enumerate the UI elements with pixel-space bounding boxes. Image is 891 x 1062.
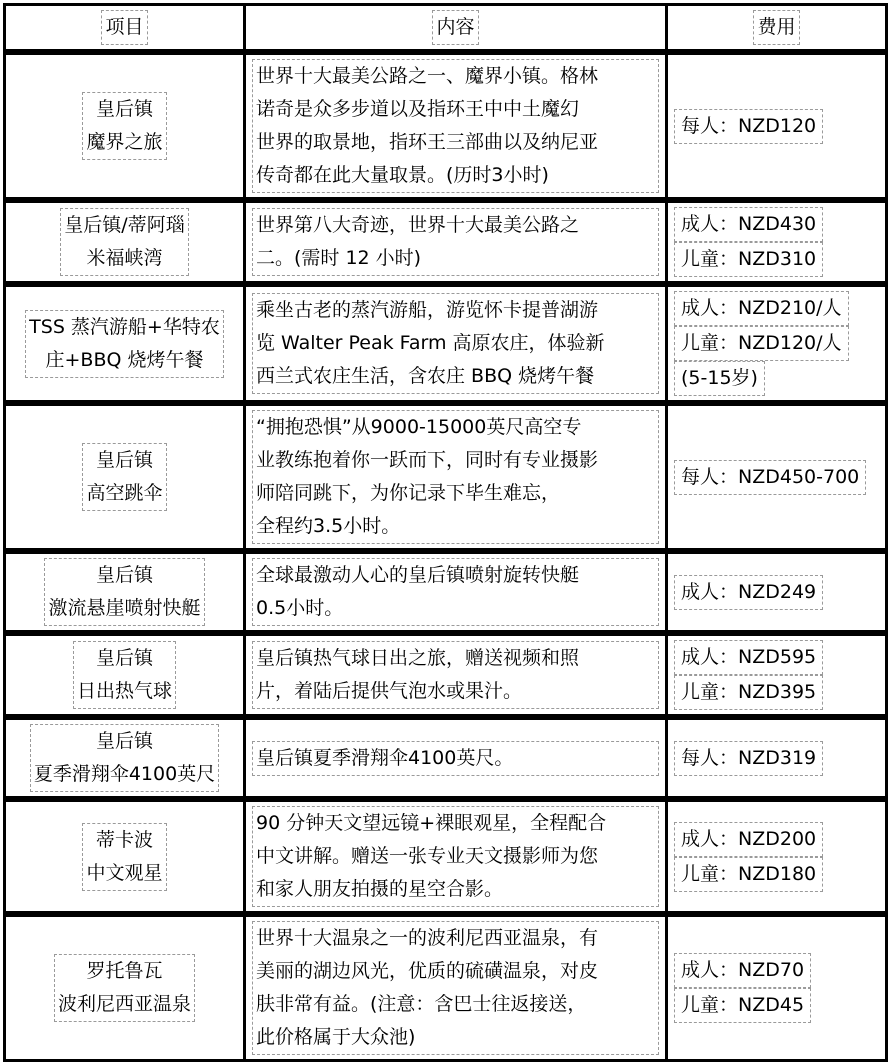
content-line: “拥抱恐惧”从9000-15000英尺高空专: [256, 416, 582, 438]
content-line: 世界第八大奇迹，世界十大最美公路之: [256, 214, 580, 236]
item-line: 皇后镇: [95, 449, 153, 471]
table-row: [6, 284, 885, 403]
item-line: 罗托鲁瓦: [86, 960, 163, 982]
table-body: [6, 52, 885, 1059]
item-line: 皇后镇/蒂阿瑙: [64, 214, 185, 236]
content-cell: [246, 403, 668, 551]
content-line: 世界十大最美公路之一、魔界小镇。格林: [256, 65, 599, 87]
table-row: [6, 200, 885, 284]
table-row: [6, 551, 885, 633]
fee-line: 成人：NZD70: [674, 953, 811, 988]
header-content: 内容: [246, 6, 668, 52]
item-line: 日出热气球: [76, 680, 172, 702]
content-line: 皇后镇夏季滑翔伞4100英尺。: [256, 746, 514, 769]
item-name: [60, 208, 188, 276]
fee-line: (5-15岁): [674, 361, 765, 396]
fee-line: 儿童：NZD120/人: [674, 326, 849, 361]
content-line: 和家人朋友拍摄的星空合影。: [256, 878, 504, 900]
content-text: [252, 208, 659, 276]
fee-line: 儿童：NZD45: [674, 988, 811, 1023]
content-line: 二。(需时 12 小时): [256, 247, 422, 269]
item-line: 中文观星: [86, 861, 163, 884]
item-line: 波利尼西亚温泉: [57, 993, 191, 1015]
item-cell: [6, 403, 246, 551]
content-line: 览 Walter Peak Farm 高原农庄，体验新: [256, 332, 605, 354]
table-row: [6, 717, 885, 799]
content-cell: [246, 717, 668, 799]
fee-cell: [668, 799, 885, 914]
fee-line: 儿童：NZD310: [674, 242, 823, 277]
fee-cell: [668, 551, 885, 633]
content-cell: [246, 200, 668, 284]
item-line: TSS 蒸汽游船+华特农: [29, 315, 220, 338]
item-cell: [6, 200, 246, 284]
fee-cell: [668, 403, 885, 551]
content-cell: [246, 284, 668, 403]
content-line: 全球最激动人心的皇后镇喷射旋转快艇: [256, 564, 580, 586]
item-line: 皇后镇: [95, 564, 153, 586]
content-text: [252, 641, 659, 709]
content-cell: [246, 914, 668, 1059]
table-row: [6, 403, 885, 551]
fee-line: 每人：NZD450-700: [674, 460, 866, 495]
content-cell: [246, 633, 668, 717]
header-row: [6, 6, 885, 52]
item-line: 高空跳伞: [86, 482, 163, 504]
content-line: 0.5小时。: [256, 597, 344, 619]
header-item: 项目: [6, 6, 246, 52]
content-line: 全程约3.5小时。: [256, 515, 401, 537]
content-text: [252, 410, 659, 544]
fee-line: 成人：NZD210/人: [674, 291, 849, 326]
item-cell: [6, 799, 246, 914]
table-row: [6, 914, 885, 1059]
content-cell: [246, 799, 668, 914]
item-name: [82, 92, 166, 160]
fee-cell: [668, 633, 885, 717]
item-cell: [6, 914, 246, 1059]
item-name: [25, 310, 224, 378]
content-line: 肤非常有益。(注意：含巴士往返接送，: [256, 993, 587, 1015]
content-line: 西兰式农庄生活，含农庄 BBQ 烧烤午餐: [256, 365, 595, 387]
content-line: 皇后镇热气球日出之旅，赠送视频和照: [256, 647, 580, 669]
item-name: [44, 558, 204, 626]
content-line: 美丽的湖边风光，优质的硫磺温泉，对皮: [256, 960, 599, 982]
content-line: 此价格属于大众池): [256, 1026, 416, 1048]
content-line: 传奇都在此大量取景。(历时3小时): [256, 164, 549, 186]
content-line: 业教练抱着你一跃而下，同时有专业摄影: [256, 449, 599, 471]
item-name: [30, 724, 219, 792]
item-name: [73, 641, 176, 709]
item-name: [82, 823, 166, 891]
content-text: [252, 558, 659, 626]
item-cell: [6, 551, 246, 633]
content-text: [252, 921, 659, 1055]
fee-cell: [668, 52, 885, 200]
fee-line: 每人：NZD120: [674, 109, 823, 144]
table-row: [6, 633, 885, 717]
content-text: [252, 806, 659, 907]
content-text: [252, 741, 659, 776]
content-line: 师陪同跳下，为你记录下毕生难忘，: [256, 482, 561, 504]
content-line: 世界的取景地，指环王三部曲以及纳尼亚: [256, 131, 599, 153]
content-cell: [246, 52, 668, 200]
item-line: 皇后镇: [95, 647, 153, 669]
item-line: 皇后镇: [95, 730, 153, 752]
fee-line: 儿童：NZD395: [674, 675, 823, 710]
content-line: 诺奇是众多步道以及指环王中中土魔幻: [256, 98, 580, 120]
content-line: 90 分钟天文望远镜+裸眼观星，全程配合: [256, 812, 607, 834]
fee-cell: [668, 914, 885, 1059]
content-line: 片，着陆后提供气泡水或果汁。: [256, 680, 523, 702]
content-line: 中文讲解。赠送一张专业天文摄影师为您: [256, 845, 599, 867]
content-cell: [246, 551, 668, 633]
item-name: [82, 443, 166, 511]
item-line: 魔界之旅: [86, 131, 163, 153]
item-cell: [6, 633, 246, 717]
fee-cell: [668, 717, 885, 799]
table-row: [6, 52, 885, 200]
price-table: [3, 3, 888, 1062]
item-line: 激流悬崖喷射快艇: [48, 597, 201, 619]
fee-line: 每人：NZD319: [674, 741, 823, 776]
fee-line: 成人：NZD595: [674, 640, 823, 675]
item-cell: [6, 284, 246, 403]
item-line: 蒂卡波: [95, 828, 153, 851]
fee-line: 成人：NZD249: [674, 575, 823, 610]
item-line: 夏季滑翔伞4100英尺: [33, 763, 216, 785]
fee-line: 成人：NZD430: [674, 207, 823, 242]
fee-cell: [668, 284, 885, 403]
content-text: [252, 59, 659, 193]
content-line: 世界十大温泉之一的波利尼西亚温泉，有: [256, 927, 599, 949]
fee-cell: [668, 200, 885, 284]
item-line: 皇后镇: [95, 98, 153, 120]
item-name: [54, 954, 195, 1022]
item-cell: [6, 717, 246, 799]
item-line: 米福峡湾: [86, 247, 163, 269]
item-line: 庄+BBQ 烧烤午餐: [45, 348, 204, 371]
item-cell: [6, 52, 246, 200]
fee-line: 成人：NZD200: [674, 822, 823, 857]
content-line: 乘坐古老的蒸汽游船，游览怀卡提普湖游: [256, 299, 599, 321]
table-row: [6, 799, 885, 914]
header-fee: 费用: [668, 6, 885, 52]
content-text: [252, 293, 659, 394]
fee-line: 儿童：NZD180: [674, 857, 823, 892]
